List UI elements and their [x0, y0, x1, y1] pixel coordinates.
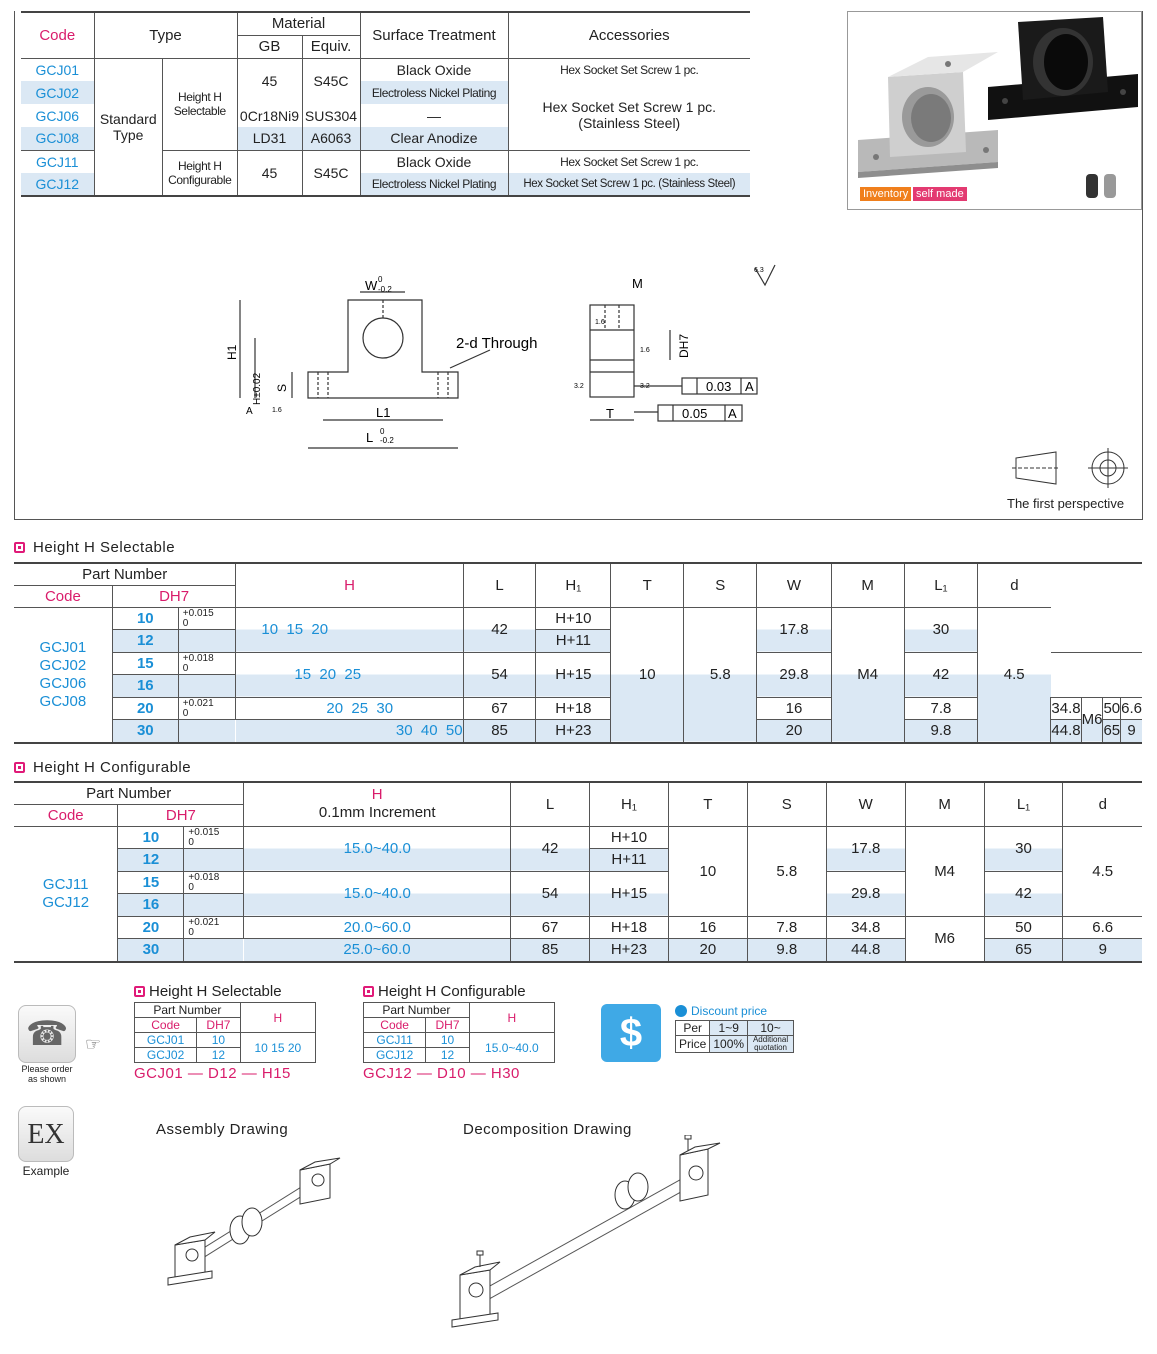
d-cell: 6.6 [1121, 697, 1142, 720]
dim-d: DH7 [677, 333, 691, 358]
col-surface: Surface Treatment [360, 12, 508, 58]
col-l1: L₁ [984, 782, 1063, 826]
code-cell: GCJ01 [21, 58, 94, 81]
t-cell: 10 [611, 607, 684, 743]
gb-cell: 0Cr18Ni9 [237, 104, 302, 127]
type-configurable: Height H Configurable [162, 150, 237, 196]
dim-w: W [365, 278, 378, 293]
parallel-ref: A [745, 379, 754, 394]
col-equiv: Equiv. [302, 35, 360, 58]
t-cell: 10 [668, 826, 747, 916]
phone-icon: ☎ [18, 1005, 76, 1063]
example-label: Example [22, 1164, 70, 1178]
col-type: Type [94, 12, 237, 58]
dim-t: T [606, 406, 614, 421]
selfmade-badge: self made [913, 187, 967, 201]
col-d: d [1063, 782, 1142, 826]
dim-l-tol-bot: -0.2 [380, 436, 394, 445]
code-cell: GCJ08 [21, 127, 94, 150]
product-photo [847, 11, 1142, 210]
l1-cell: 30 [984, 826, 1063, 871]
h-cell: 10 15 20 [236, 607, 463, 652]
l-cell: 54 [463, 652, 536, 697]
h1-cell: H+18 [589, 916, 668, 939]
type-selectable: Height H Selectable [162, 58, 237, 150]
col-m: M [905, 782, 984, 826]
l-cell: 67 [463, 697, 536, 720]
code-cell: GCJ11 [21, 150, 94, 173]
selectable-table: Part Number H L H₁ T S W M L₁ d Code DH7 GCJ01 GCJ02 GCJ06 GCJ08 10 +0.015 0 12 10 15 20 42 H+10 H+11 10 5.8 17.8 M4 30 4.5 15 +0.018 0 16 15 20 25 54 H+15 29.8 42 20 +0.021 0 30 20 25 30 67 H+18 16 7.8 34.8 M6 50 6.6 30 40 50 85 H+23 20 9.8 44.8 65 9 [14, 562, 1142, 744]
m-cell: M4 [831, 607, 904, 743]
inventory-badge: Inventory [860, 187, 911, 201]
datum-a: A [246, 406, 253, 417]
col-w: W [826, 782, 905, 826]
order-label: Please order as shown [21, 1064, 73, 1084]
col-h1: H₁ [536, 563, 611, 607]
h1-cell: H+23 [589, 939, 668, 962]
perp-ref: A [728, 406, 737, 421]
h-cell: 15.0~40.0 [244, 871, 511, 916]
bullet-icon [14, 762, 25, 773]
first-angle-icon [1010, 448, 1135, 492]
configurable-title: Height H Configurable [33, 759, 192, 776]
w-cell: 44.8 [1051, 720, 1081, 743]
roughness-3: 3.2 [574, 383, 584, 390]
s-cell: 7.8 [747, 916, 826, 939]
parallel-value: 0.03 [706, 379, 732, 394]
l1-cell: 42 [904, 652, 977, 697]
dim-s: S [275, 383, 289, 392]
col-material: Material [237, 12, 360, 35]
col-h: H [236, 563, 463, 607]
col-dh7: DH7 [112, 585, 236, 607]
selectable-title: Height H Selectable [33, 539, 176, 556]
bullet-icon [363, 986, 374, 997]
roughness-2: 1.6 [272, 407, 282, 414]
bullet-icon [14, 542, 25, 553]
codes-cell: GCJ01 GCJ02 GCJ06 GCJ08 [39, 638, 87, 710]
col-l: L [511, 782, 590, 826]
s-cell: 9.8 [747, 939, 826, 962]
info-dot-icon [675, 1005, 687, 1017]
w-cell: 29.8 [826, 871, 905, 916]
gb-cell: 45 [237, 150, 302, 196]
equiv-cell: S45C [302, 58, 360, 104]
col-code: Code [14, 804, 118, 826]
accessory-cell: Hex Socket Set Screw 1 pc. (Stainless Steel) [508, 173, 750, 196]
code-cell: GCJ02 [21, 81, 94, 104]
surface-cell: Electroless Nickel Plating [360, 81, 508, 104]
decomposition-drawing [440, 1135, 740, 1345]
l-cell: 54 [511, 871, 590, 916]
d-cell: 6.6 [1063, 916, 1142, 939]
col-code: Code [21, 12, 94, 58]
col-t: T [611, 563, 684, 607]
h1-cell: H+15 [589, 871, 668, 916]
dim-l: L [366, 430, 374, 445]
col-accessories: Accessories [508, 12, 750, 58]
col-s: S [684, 563, 757, 607]
dim-h1: H1 [225, 344, 239, 360]
selectable-order-example: GCJ01 — D12 — H15 [134, 1065, 291, 1082]
order-selectable: Height H Selectable Part Number H Code DH7 GCJ01 10 10 15 20 GCJ02 12 GCJ01 — D12 — H15 [134, 983, 316, 1082]
w-cell: 17.8 [826, 826, 905, 871]
selectable-heading [14, 539, 175, 556]
d-cell: 4.5 [978, 607, 1051, 743]
m-cell: M4 [905, 826, 984, 916]
w-cell: 29.8 [757, 652, 831, 697]
h1-cell: H+23 [536, 720, 611, 743]
decomposition-title: Decomposition Drawing [463, 1121, 632, 1138]
assembly-drawing [160, 1150, 350, 1300]
pointing-hand-icon: ☞ [85, 1034, 102, 1054]
gb-cell: 45 [237, 58, 302, 104]
surface-cell: Clear Anodize [360, 127, 508, 150]
t-cell: 16 [757, 697, 831, 720]
through-label: 2-d Through [456, 335, 538, 352]
t-cell: 16 [668, 916, 747, 939]
m-cell: M6 [905, 916, 984, 962]
gb-cell: LD31 [237, 127, 302, 150]
s-cell: 9.8 [904, 720, 977, 743]
l1-cell: 50 [984, 916, 1063, 939]
col-dh7: DH7 [118, 804, 244, 826]
h-cell: 25.0~60.0 [343, 941, 411, 959]
assembly-title: Assembly Drawing [156, 1121, 289, 1138]
type-standard: Standard Type [94, 58, 162, 196]
dim-w-tol-bot: -0.2 [378, 285, 392, 294]
codes-cell: GCJ11 GCJ12 [42, 875, 90, 911]
l-cell: 67 [511, 916, 590, 939]
s-cell: 5.8 [747, 826, 826, 916]
col-l: L [463, 563, 536, 607]
accessory-cell: Hex Socket Set Screw 1 pc. [508, 150, 750, 173]
dim-l-tol-top: 0 [380, 427, 385, 436]
t-cell: 20 [757, 720, 831, 743]
w-cell: 44.8 [826, 939, 905, 962]
col-m: M [831, 563, 904, 607]
d-cell: 9 [1121, 720, 1142, 743]
col-part: Part Number [14, 782, 244, 804]
surface-cell: — [360, 104, 508, 127]
equiv-cell: A6063 [302, 127, 360, 150]
w-cell: 17.8 [757, 607, 831, 652]
roughness-4: 3.2 [640, 383, 650, 390]
l-cell: 85 [511, 939, 590, 962]
surface-cell: Electroless Nickel Plating [360, 173, 508, 196]
configurable-order-example: GCJ12 — D10 — H30 [363, 1065, 520, 1082]
l-cell: 85 [463, 720, 536, 743]
photo-illustration [848, 12, 1141, 209]
l-cell: 42 [463, 607, 536, 652]
col-l1: L₁ [904, 563, 977, 607]
code-cell: GCJ12 [21, 173, 94, 196]
order-configurable: Height H Configurable Part Number H Code DH7 GCJ11 10 15.0~40.0 GCJ12 12 GCJ12 — D10 — H30 [363, 983, 555, 1082]
t-cell: 20 [668, 939, 747, 962]
h-cell: 30 40 50 [395, 722, 463, 740]
surface-cell: Black Oxide [360, 150, 508, 173]
dim-l1: L1 [376, 405, 391, 420]
accessory-cell: Hex Socket Set Screw 1 pc. [508, 58, 750, 81]
code-cell: GCJ06 [21, 104, 94, 127]
col-d: d [978, 563, 1051, 607]
h-cell: 20 25 30 [236, 697, 463, 720]
col-h: H 0.1mm Increment [244, 782, 511, 826]
l1-cell: 42 [984, 871, 1063, 916]
l1-cell: 30 [904, 607, 977, 652]
perspective-label: The first perspective [1007, 496, 1125, 511]
col-w: W [757, 563, 831, 607]
configurable-heading [14, 759, 191, 776]
l-cell: 42 [511, 826, 590, 871]
example-icon: EX [18, 1106, 74, 1162]
l1-cell: 65 [984, 939, 1063, 962]
h1-cell: H+15 [536, 652, 611, 697]
dim-w-tol-top: 0 [378, 275, 383, 284]
surface-cell: Black Oxide [360, 58, 508, 81]
col-code: Code [14, 585, 112, 607]
col-gb: GB [237, 35, 302, 58]
roughness-5: 1.6 [640, 347, 650, 354]
accessory-cell: Hex Socket Set Screw 1 pc. (Stainless Steel) [508, 81, 750, 150]
roughness-main: 6.3 [754, 267, 764, 274]
h-cell: 15.0~40.0 [244, 826, 511, 871]
s-cell: 5.8 [684, 607, 757, 743]
perp-value: 0.05 [682, 406, 708, 421]
m-cell: M6 [1081, 697, 1103, 743]
l1-cell: 50 [1103, 697, 1121, 720]
col-part: Part Number [14, 563, 236, 585]
equiv-cell: SUS304 [302, 104, 360, 127]
roughness-6: 1.6 [595, 319, 605, 326]
col-h1: H₁ [589, 782, 668, 826]
col-s: S [747, 782, 826, 826]
s-cell: 7.8 [904, 697, 977, 720]
dollar-icon: $ [601, 1004, 661, 1062]
discount-box: Discount price Per 1~9 10~ Price 100% Additional quotation [675, 1004, 794, 1053]
technical-drawing [200, 260, 800, 460]
l1-cell: 65 [1103, 720, 1121, 743]
w-cell: 34.8 [1051, 697, 1081, 720]
h1-cell: H+18 [536, 697, 611, 720]
configurable-table: Part Number H 0.1mm Increment L H₁ T S W M L₁ d Code DH7 GCJ11 GCJ12 10 +0.015 0 12 15.0~40.0 42 H+10 H+11 10 5.8 17.8 M4 30 4.5 15 +0.018 0 16 15.0~40.0 54 H+15 29.8 42 20 +0.021 0 30 20.0~60.0 67 H+18 16 7.8 34.8 M6 50 6.6 25.0~60.0 85 H+23 20 9.8 44.8 65 9 [14, 781, 1142, 963]
equiv-cell: S45C [302, 150, 360, 196]
d-cell: 9 [1063, 939, 1142, 962]
w-cell: 34.8 [826, 916, 905, 939]
dim-m: M [632, 276, 643, 291]
h-cell: 20.0~60.0 [244, 916, 511, 939]
h-cell: 15 20 25 [236, 652, 463, 697]
d-cell: 4.5 [1063, 826, 1142, 916]
bullet-icon [134, 986, 145, 997]
col-t: T [668, 782, 747, 826]
dim-h: H±0.02 [252, 372, 263, 405]
